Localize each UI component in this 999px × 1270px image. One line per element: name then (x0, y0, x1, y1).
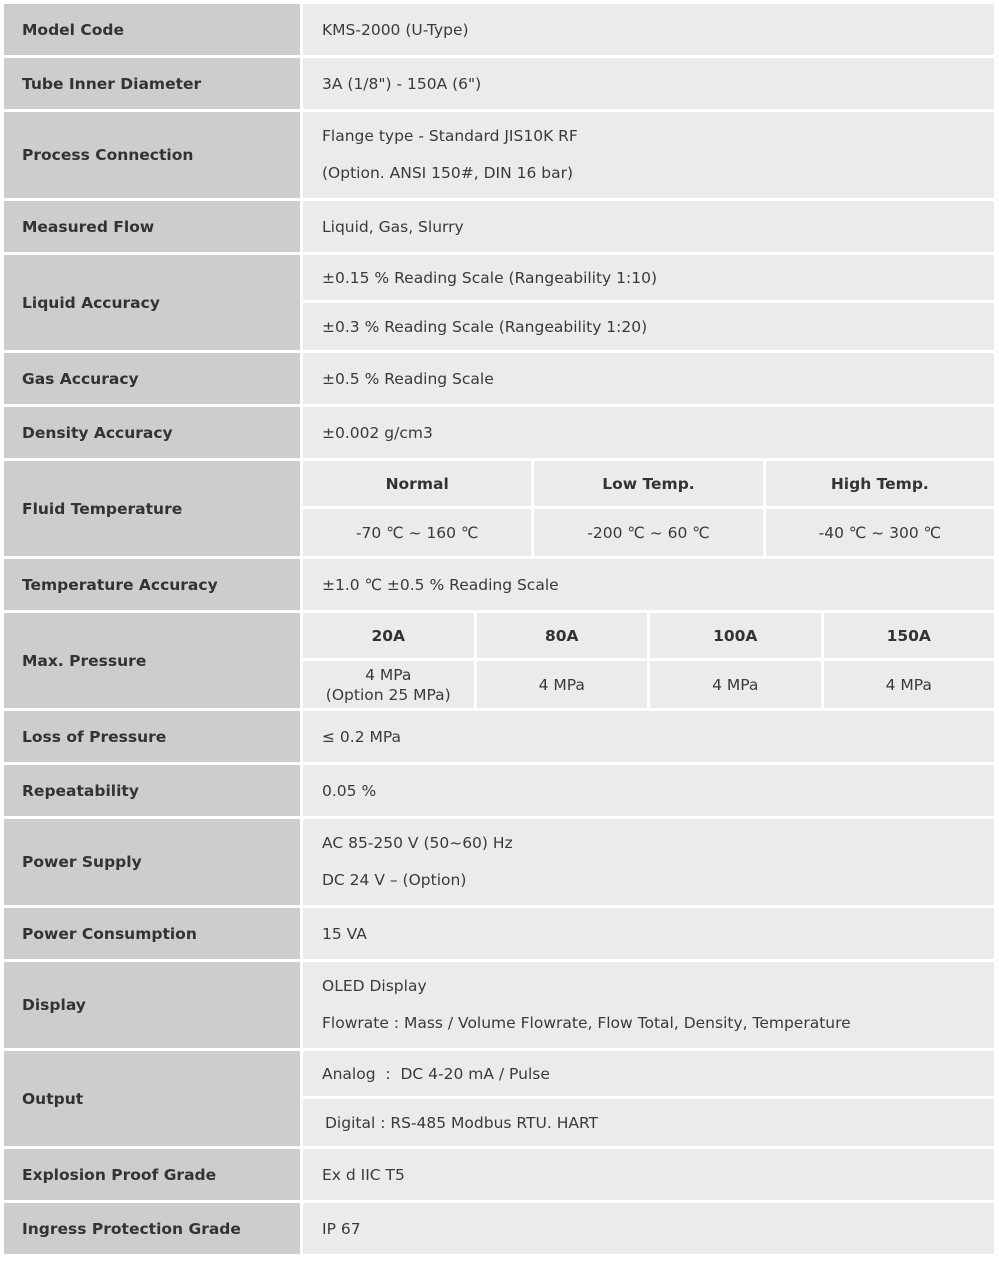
value-liquid-accuracy-1: ±0.15 % Reading Scale (Rangeability 1:10) (303, 255, 994, 300)
row-model-code (4, 4, 994, 55)
label-output: Output (4, 1051, 300, 1146)
value-temperature-accuracy: ±1.0 ℃ ±0.5 % Reading Scale (303, 559, 994, 610)
label-max-pressure: Max. Pressure (4, 613, 300, 708)
row-density-accuracy (4, 407, 994, 458)
label-repeatability: Repeatability (4, 765, 300, 816)
pressure-value-80a: 4 MPa (477, 661, 648, 708)
label-temperature-accuracy: Temperature Accuracy (4, 559, 300, 610)
row-fluid-temperature (4, 461, 994, 556)
label-gas-accuracy: Gas Accuracy (4, 353, 300, 404)
row-output (4, 1051, 994, 1146)
row-temperature-accuracy (4, 559, 994, 610)
value-gas-accuracy: ±0.5 % Reading Scale (303, 353, 994, 404)
row-measured-flow (4, 201, 994, 252)
value-process-connection (303, 112, 994, 198)
row-power-consumption (4, 908, 994, 959)
pressure-header-100a: 100A (650, 613, 821, 658)
fluid-temp-value-low: -200 ℃ ~ 60 ℃ (534, 509, 762, 556)
label-ingress-protection-grade: Ingress Protection Grade (4, 1203, 300, 1254)
power-supply-line-1: AC 85-250 V (50~60) Hz (322, 834, 513, 852)
row-ingress-protection-grade (4, 1203, 994, 1254)
pressure-value-20a-option: (Option 25 MPa) (325, 685, 451, 704)
label-power-supply: Power Supply (4, 819, 300, 905)
value-output-analog: Analog : DC 4-20 mA / Pulse (303, 1051, 994, 1096)
value-repeatability: 0.05 % (303, 765, 994, 816)
spec-table (4, 4, 994, 1257)
process-connection-line-1: Flange type - Standard JIS10K RF (322, 127, 578, 145)
pressure-header-20a: 20A (303, 613, 474, 658)
fluid-temp-header-low: Low Temp. (534, 461, 762, 506)
value-tube-inner-diameter: 3A (1/8") - 150A (6") (303, 58, 994, 109)
row-loss-of-pressure (4, 711, 994, 762)
label-tube-inner-diameter: Tube Inner Diameter (4, 58, 300, 109)
fluid-temp-header-normal: Normal (303, 461, 531, 506)
pressure-header-80a: 80A (477, 613, 648, 658)
value-liquid-accuracy-2: ±0.3 % Reading Scale (Rangeability 1:20) (303, 303, 994, 350)
row-liquid-accuracy (4, 255, 994, 350)
row-max-pressure (4, 613, 994, 708)
pressure-value-20a-main: 4 MPa (365, 665, 412, 684)
row-repeatability (4, 765, 994, 816)
value-ingress-protection-grade: IP 67 (303, 1203, 994, 1254)
value-power-supply (303, 819, 994, 905)
pressure-value-100a: 4 MPa (650, 661, 821, 708)
value-power-consumption: 15 VA (303, 908, 994, 959)
row-power-supply (4, 819, 994, 905)
row-gas-accuracy (4, 353, 994, 404)
label-measured-flow: Measured Flow (4, 201, 300, 252)
label-fluid-temperature: Fluid Temperature (4, 461, 300, 556)
fluid-temp-value-normal: -70 ℃ ~ 160 ℃ (303, 509, 531, 556)
display-line-2: Flowrate : Mass / Volume Flowrate, Flow Total, Density, Temperature (322, 1014, 851, 1032)
fluid-temp-header-high: High Temp. (766, 461, 994, 506)
label-loss-of-pressure: Loss of Pressure (4, 711, 300, 762)
row-explosion-proof-grade (4, 1149, 994, 1200)
label-explosion-proof-grade: Explosion Proof Grade (4, 1149, 300, 1200)
pressure-value-150a: 4 MPa (824, 661, 995, 708)
pressure-value-20a (303, 661, 474, 708)
row-tube-inner-diameter (4, 58, 994, 109)
pressure-header-150a: 150A (824, 613, 995, 658)
value-display (303, 962, 994, 1048)
label-liquid-accuracy: Liquid Accuracy (4, 255, 300, 350)
label-density-accuracy: Density Accuracy (4, 407, 300, 458)
power-supply-line-2: DC 24 V – (Option) (322, 871, 467, 889)
value-measured-flow: Liquid, Gas, Slurry (303, 201, 994, 252)
row-process-connection (4, 112, 994, 198)
value-explosion-proof-grade: Ex d IIC T5 (303, 1149, 994, 1200)
value-density-accuracy: ±0.002 g/cm3 (303, 407, 994, 458)
label-power-consumption: Power Consumption (4, 908, 300, 959)
label-process-connection: Process Connection (4, 112, 300, 198)
value-output-digital: Digital : RS-485 Modbus RTU. HART (303, 1099, 994, 1146)
value-loss-of-pressure: ≤ 0.2 MPa (303, 711, 994, 762)
fluid-temp-value-high: -40 ℃ ~ 300 ℃ (766, 509, 994, 556)
label-model-code: Model Code (4, 4, 300, 55)
display-line-1: OLED Display (322, 977, 427, 995)
row-display (4, 962, 994, 1048)
process-connection-line-2: (Option. ANSI 150#, DIN 16 bar) (322, 164, 574, 182)
label-display: Display (4, 962, 300, 1048)
value-model-code: KMS-2000 (U-Type) (303, 4, 994, 55)
